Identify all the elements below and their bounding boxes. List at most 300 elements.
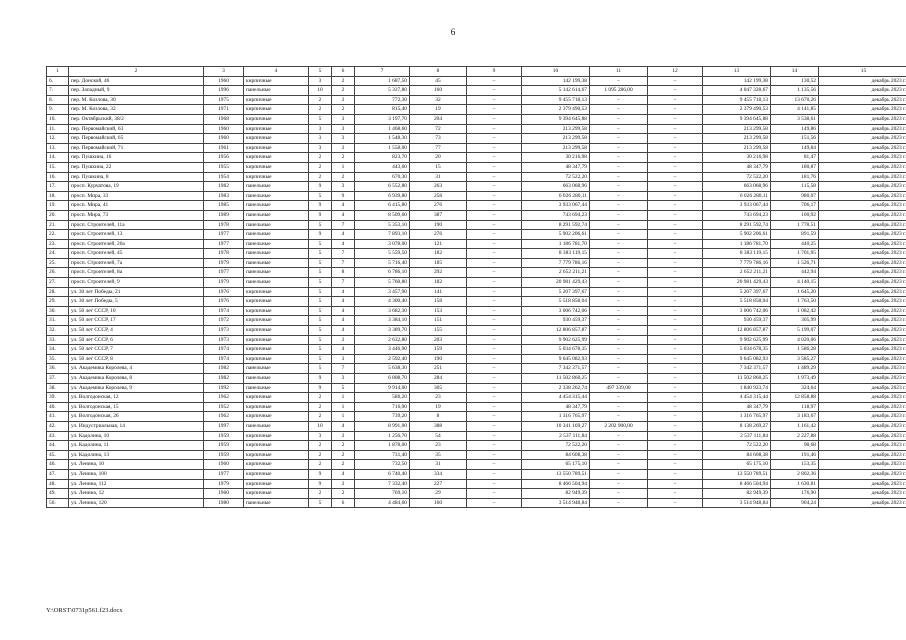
cell-address: пер. Пушкина, 16 <box>69 153 204 163</box>
cell-cost-per-unit: 1 763,50 <box>771 297 819 307</box>
cell-wall-material: кирпичные <box>244 316 309 326</box>
cell-col-9: – <box>467 345 522 355</box>
cell-wall-material: панельные <box>244 182 309 192</box>
cell-cost-col-12: – <box>648 220 703 230</box>
cell-cost-col-11: – <box>590 431 648 441</box>
cell-cost-per-unit: 118,97 <box>771 402 819 412</box>
cell-area: 443,60 <box>355 162 410 172</box>
data-table <box>46 66 906 508</box>
cell-cost-col-12: – <box>648 143 703 153</box>
cell-year: 1960 <box>204 76 244 86</box>
cell-col-9: – <box>467 335 522 345</box>
cell-wall-material: панельные <box>244 421 309 431</box>
cell-cost-total: 2 379 490,53 <box>522 105 590 115</box>
cell-cost-col-13: 213 299,58 <box>703 143 771 153</box>
table-row <box>47 431 906 441</box>
cell-entrances: 4 <box>332 201 355 211</box>
cell-year: 1978 <box>204 249 244 259</box>
cell-row-number: 17. <box>47 182 69 192</box>
cell-col-9: – <box>467 249 522 259</box>
cell-cost-col-13: 9 645 082,93 <box>703 354 771 364</box>
cell-address: ул. Академика Королева, 9 <box>69 383 204 393</box>
cell-area: 3 457,90 <box>355 287 410 297</box>
cell-cost-col-13: 12 806 857,87 <box>703 326 771 336</box>
cell-residents: 23 <box>410 441 467 451</box>
cell-cost-per-unit: 12 858,88 <box>771 393 819 403</box>
cell-cost-col-11: 1 095 286,00 <box>590 86 648 96</box>
cell-address: просп. Курчатова, 19 <box>69 182 204 192</box>
cell-col-9: – <box>467 258 522 268</box>
cell-cost-col-13: 72 522,20 <box>703 441 771 451</box>
cell-residents: 151 <box>410 316 467 326</box>
cell-cost-per-unit: 1 586,28 <box>771 345 819 355</box>
cell-floors: 3 <box>309 76 332 86</box>
cell-residents: 190 <box>410 354 467 364</box>
cell-wall-material: кирпичные <box>244 287 309 297</box>
cell-cost-total: 213 299,58 <box>522 124 590 134</box>
cell-cost-col-11: 11 <box>590 67 648 77</box>
cell-floors: 2 <box>309 95 332 105</box>
cell-cost-total: 9 902 625,99 <box>522 335 590 345</box>
cell-address: просп. Строителей, 11а <box>69 220 204 230</box>
cell-area: 1 256,70 <box>355 431 410 441</box>
cell-deadline: декабрь 2023 г. <box>819 287 906 297</box>
cell-cost-col-11: – <box>590 191 648 201</box>
cell-year: 1960 <box>204 489 244 499</box>
table-row <box>47 191 906 201</box>
cell-floors: 5 <box>309 287 332 297</box>
cell-entrances: 1 <box>332 412 355 422</box>
cell-residents: 32 <box>410 95 467 105</box>
cell-row-number: 36. <box>47 364 69 374</box>
cell-col-9: – <box>467 124 522 134</box>
cell-col-9: – <box>467 153 522 163</box>
cell-floors: 9 <box>309 230 332 240</box>
table-row <box>47 460 906 470</box>
cell-floors: 5 <box>309 297 332 307</box>
cell-year: 1960 <box>204 124 244 134</box>
cell-year: 1959 <box>204 450 244 460</box>
cell-cost-col-12: – <box>648 345 703 355</box>
cell-residents: 387 <box>410 210 467 220</box>
cell-floors: 9 <box>309 201 332 211</box>
cell-area: 9 914,00 <box>355 383 410 393</box>
cell-wall-material: кирпичные <box>244 124 309 134</box>
table-row <box>47 239 906 249</box>
cell-cost-col-12: – <box>648 182 703 192</box>
cell-residents: 258 <box>410 191 467 201</box>
cell-cost-col-12: – <box>648 479 703 489</box>
cell-cost-col-12: – <box>648 402 703 412</box>
cell-area: 1 468,60 <box>355 124 410 134</box>
cell-cost-col-13: 48 347,79 <box>703 402 771 412</box>
cell-cost-col-11: – <box>590 316 648 326</box>
cell-cost-col-13: 48 347,79 <box>703 162 771 172</box>
cell-entrances: 9 <box>332 191 355 201</box>
cell-row-number: 48. <box>47 479 69 489</box>
cell-year: 1977 <box>204 268 244 278</box>
cell-wall-material: кирпичные <box>244 114 309 124</box>
cell-entrances: 2 <box>332 76 355 86</box>
cell-cost-per-unit: 115,58 <box>771 182 819 192</box>
cell-cost-col-11: – <box>590 354 648 364</box>
cell-cost-col-13: 9 455 718,13 <box>703 95 771 105</box>
cell-entrances: 3 <box>332 354 355 364</box>
cell-cost-col-11: – <box>590 335 648 345</box>
cell-row-number: 49. <box>47 489 69 499</box>
cell-row-number: 29. <box>47 297 69 307</box>
cell-wall-material: панельные <box>244 239 309 249</box>
cell-col-9: – <box>467 201 522 211</box>
cell-year: 1978 <box>204 220 244 230</box>
cell-col-9: – <box>467 105 522 115</box>
cell-floors: 2 <box>309 412 332 422</box>
cell-cost-total: 11 502 860,25 <box>522 374 590 384</box>
cell-year: 1982 <box>204 182 244 192</box>
cell-col-9: – <box>467 143 522 153</box>
cell-residents: 29 <box>410 489 467 499</box>
table-row <box>47 345 906 355</box>
cell-wall-material: панельные <box>244 86 309 96</box>
cell-deadline: декабрь 2023 г. <box>819 201 906 211</box>
cell-entrances: 4 <box>332 306 355 316</box>
cell-entrances: 4 <box>332 316 355 326</box>
cell-col-9: – <box>467 76 522 86</box>
cell-cost-total: 2 537 111,84 <box>522 431 590 441</box>
cell-row-number: 21. <box>47 220 69 230</box>
cell-cost-col-12: – <box>648 95 703 105</box>
cell-cost-col-12: – <box>648 460 703 470</box>
cell-year: 1974 <box>204 354 244 364</box>
cell-wall-material: панельные <box>244 374 309 384</box>
cell-floors: 2 <box>309 441 332 451</box>
cell-deadline: декабрь 2023 г. <box>819 143 906 153</box>
cell-cost-per-unit: 2 802,36 <box>771 469 819 479</box>
cell-col-9: – <box>467 402 522 412</box>
cell-area: 6 740,40 <box>355 469 410 479</box>
cell-deadline: декабрь 2023 г. <box>819 335 906 345</box>
cell-wall-material: панельные <box>244 364 309 374</box>
cell-entrances: 1 <box>332 393 355 403</box>
cell-cost-col-12: – <box>648 114 703 124</box>
cell-year: 1955 <box>204 162 244 172</box>
cell-residents: 19 <box>410 402 467 412</box>
cell-year: 1996 <box>204 86 244 96</box>
cell-cost-total: 9 394 645,88 <box>522 114 590 124</box>
cell-address: просп. Мира, 41 <box>69 201 204 211</box>
table-row <box>47 287 906 297</box>
cell-cost-col-11: – <box>590 258 648 268</box>
cell-residents: 45 <box>410 76 467 86</box>
cell-row-number: 32. <box>47 326 69 336</box>
cell-deadline: декабрь 2023 г. <box>819 306 906 316</box>
cell-floors: 2 <box>309 162 332 172</box>
cell-entrances: 7 <box>332 220 355 230</box>
cell-deadline: декабрь 2023 г. <box>819 239 906 249</box>
cell-year: 1977 <box>204 239 244 249</box>
cell-col-9: – <box>467 498 522 508</box>
cell-col-9: – <box>467 306 522 316</box>
cell-row-number: 18. <box>47 191 69 201</box>
cell-cost-per-unit: 4 020,06 <box>771 335 819 345</box>
table-row <box>47 364 906 374</box>
cell-row-number: 39. <box>47 393 69 403</box>
cell-cost-col-11: – <box>590 268 648 278</box>
cell-deadline: декабрь 2023 г. <box>819 76 906 86</box>
cell-cost-col-11: – <box>590 489 648 499</box>
table-row <box>47 402 906 412</box>
cell-entrances: 6 <box>332 498 355 508</box>
cell-year: 1982 <box>204 364 244 374</box>
cell-wall-material: кирпичные <box>244 143 309 153</box>
cell-floors: 5 <box>309 335 332 345</box>
cell-cost-per-unit: 1 489,29 <box>771 364 819 374</box>
cell-cost-col-12: – <box>648 335 703 345</box>
cell-area: 8 991,00 <box>355 421 410 431</box>
cell-deadline: декабрь 2023 г. <box>819 412 906 422</box>
table-row <box>47 383 906 393</box>
cell-cost-per-unit: 153,35 <box>771 460 819 470</box>
cell-cost-col-11: – <box>590 76 648 86</box>
cell-cost-per-unit: 5 199,07 <box>771 326 819 336</box>
cell-cost-per-unit: 305,99 <box>771 316 819 326</box>
cell-entrances: 4 <box>332 297 355 307</box>
table-row <box>47 306 906 316</box>
cell-entrances: 2 <box>332 172 355 182</box>
cell-area: 716,90 <box>355 402 410 412</box>
cell-cost-col-12: – <box>648 172 703 182</box>
table-row <box>47 412 906 422</box>
table-row <box>47 124 906 134</box>
cell-entrances: 4 <box>332 287 355 297</box>
cell-cost-col-13: 84 608,38 <box>703 450 771 460</box>
cell-cost-col-13: 2 537 111,84 <box>703 431 771 441</box>
cell-cost-col-11: – <box>590 306 648 316</box>
cell-cost-col-11: – <box>590 402 648 412</box>
cell-year: 1973 <box>204 335 244 345</box>
cell-floors: 10 <box>309 421 332 431</box>
cell-address: пер. Первомайский, 71 <box>69 143 204 153</box>
cell-cost-per-unit: 13 670,26 <box>771 95 819 105</box>
cell-cost-col-12: – <box>648 498 703 508</box>
cell-row-number: 15. <box>47 162 69 172</box>
cell-cost-total: 30 216,98 <box>522 153 590 163</box>
cell-year: 1962 <box>204 393 244 403</box>
cell-cost-per-unit: 1 526,71 <box>771 258 819 268</box>
cell-wall-material: кирпичные <box>244 460 309 470</box>
cell-cost-col-11: – <box>590 124 648 134</box>
cell-address: ул. Кадолина, 11 <box>69 441 204 451</box>
cell-col-9: – <box>467 239 522 249</box>
cell-entrances: 4 <box>332 210 355 220</box>
cell-cost-total: 3 006 742,06 <box>522 306 590 316</box>
cell-floors: 5 <box>309 191 332 201</box>
cell-cost-col-13: 7 779 786,16 <box>703 258 771 268</box>
cell-address: просп. Строителей, 20а <box>69 239 204 249</box>
cell-floors: 9 <box>309 182 332 192</box>
cell-area: 3 682,30 <box>355 306 410 316</box>
cell-address: ул. Индустриальная, 14 <box>69 421 204 431</box>
cell-floors: 2 <box>309 153 332 163</box>
cell-residents: 73 <box>410 134 467 144</box>
cell-cost-col-12: – <box>648 421 703 431</box>
cell-address: ул. 30 лет Победы, 21 <box>69 287 204 297</box>
cell-deadline: декабрь 2023 г. <box>819 220 906 230</box>
cell-area: 3 446,90 <box>355 345 410 355</box>
table-row <box>47 450 906 460</box>
cell-cost-total: 48 347,79 <box>522 402 590 412</box>
cell-floors: 5 <box>309 258 332 268</box>
cell-cost-total: 65 175,10 <box>522 460 590 470</box>
cell-col-9: – <box>467 278 522 288</box>
cell-area: 5 559,50 <box>355 249 410 259</box>
cell-residents: 54 <box>410 431 467 441</box>
cell-deadline: декабрь 2023 г. <box>819 105 906 115</box>
cell-cost-col-13: 4 047 328,67 <box>703 86 771 96</box>
cell-entrances: 1 <box>332 402 355 412</box>
cell-floors: 2 <box>309 460 332 470</box>
cell-col-9: – <box>467 431 522 441</box>
cell-cost-col-11: – <box>590 105 648 115</box>
cell-cost-col-12: – <box>648 239 703 249</box>
cell-cost-col-12: – <box>648 268 703 278</box>
cell-residents: 35 <box>410 450 467 460</box>
cell-col-9: – <box>467 412 522 422</box>
cell-floors: 2 <box>309 450 332 460</box>
cell-deadline: декабрь 2023 г. <box>819 431 906 441</box>
cell-cost-col-13: 2 379 490,53 <box>703 105 771 115</box>
cell-col-9: – <box>467 393 522 403</box>
cell-address: ул. Волгодонская, 15 <box>69 402 204 412</box>
cell-col-9: – <box>467 316 522 326</box>
cell-floors: 5 <box>309 354 332 364</box>
cell-cost-col-11: – <box>590 230 648 240</box>
cell-wall-material: панельные <box>244 230 309 240</box>
cell-year: 1982 <box>204 374 244 384</box>
cell-cost-total: 6 026 280,11 <box>522 191 590 201</box>
cell-wall-material: панельные <box>244 191 309 201</box>
cell-wall-material: панельные <box>244 278 309 288</box>
cell-wall-material: панельные <box>244 220 309 230</box>
cell-row-number: 44. <box>47 441 69 451</box>
cell-area: 772,30 <box>355 95 410 105</box>
cell-cost-col-12: – <box>648 374 703 384</box>
cell-cost-total: 5 142 614,67 <box>522 86 590 96</box>
cell-row-number: 43. <box>47 431 69 441</box>
cell-residents: 121 <box>410 239 467 249</box>
cell-residents: 31 <box>410 460 467 470</box>
cell-residents: 153 <box>410 306 467 316</box>
cell-floors: 3 <box>309 431 332 441</box>
cell-col-9: – <box>467 182 522 192</box>
cell-year: 1954 <box>204 172 244 182</box>
cell-entrances: 2 <box>332 489 355 499</box>
cell-cost-col-12: – <box>648 210 703 220</box>
cell-floors: 2 <box>309 105 332 115</box>
cell-floors: 5 <box>309 306 332 316</box>
cell-wall-material: кирпичные <box>244 162 309 172</box>
cell-residents: 190 <box>410 220 467 230</box>
cell-residents: 155 <box>410 326 467 336</box>
cell-cost-total: 5 518 858,04 <box>522 297 590 307</box>
cell-deadline: декабрь 2023 г. <box>819 210 906 220</box>
cell-area: 6 808,70 <box>355 374 410 384</box>
cell-col-9: – <box>467 172 522 182</box>
cell-year: 1992 <box>204 383 244 393</box>
cell-cost-total: 213 299,58 <box>522 134 590 144</box>
cell-deadline: декабрь 2023 г. <box>819 249 906 259</box>
cell-address: пер. М. Козлова, 30 <box>69 95 204 105</box>
cell-cost-total: 82 949,39 <box>522 489 590 499</box>
cell-wall-material: кирпичные <box>244 431 309 441</box>
cell-year: 1962 <box>204 412 244 422</box>
cell-year: 1997 <box>204 421 244 431</box>
cell-area: 6 552,80 <box>355 182 410 192</box>
cell-residents: 227 <box>410 479 467 489</box>
cell-residents: 276 <box>410 230 467 240</box>
cell-cost-col-12: – <box>648 76 703 86</box>
cell-cost-col-11: – <box>590 450 648 460</box>
cell-cost-col-11: – <box>590 287 648 297</box>
cell-col-9: – <box>467 287 522 297</box>
cell-col-9: – <box>467 162 522 172</box>
cell-col-9: – <box>467 86 522 96</box>
cell-cost-total: 1 316 765,97 <box>522 412 590 422</box>
cell-cost-per-unit: 98,68 <box>771 441 819 451</box>
cell-area: 3 384,10 <box>355 316 410 326</box>
cell-residents: 158 <box>410 297 467 307</box>
cell-col-9: – <box>467 114 522 124</box>
cell-row-number: 25. <box>47 258 69 268</box>
cell-year: 1985 <box>204 201 244 211</box>
cell-row-number: 23. <box>47 239 69 249</box>
cell-cost-total: 12 806 857,87 <box>522 326 590 336</box>
cell-deadline: декабрь 2023 г. <box>819 374 906 384</box>
cell-wall-material: кирпичные <box>244 469 309 479</box>
cell-cost-col-11: 497 339,00 <box>590 383 648 393</box>
cell-area: 731,40 <box>355 450 410 460</box>
cell-deadline: декабрь 2023 г. <box>819 278 906 288</box>
cell-address: ул. Ленина, 112 <box>69 479 204 489</box>
cell-floors: 2 <box>309 393 332 403</box>
cell-row-number: 9. <box>47 105 69 115</box>
cell-deadline: декабрь 2023 г. <box>819 230 906 240</box>
cell-col-9: – <box>467 469 522 479</box>
cell-entrances: 7 <box>332 249 355 259</box>
cell-residents: 31 <box>410 172 467 182</box>
cell-address: пер. Западный, 9 <box>69 86 204 96</box>
cell-deadline: декабрь 2023 г. <box>819 479 906 489</box>
cell-area: 580,20 <box>355 393 410 403</box>
cell-residents: 204 <box>410 114 467 124</box>
cell-cost-col-12: – <box>648 105 703 115</box>
cell-col-9: – <box>467 479 522 489</box>
cell-cost-total: 930 459,37 <box>522 316 590 326</box>
cell-row-number: 24. <box>47 249 69 259</box>
cell-row-number: 8. <box>47 95 69 105</box>
cell-deadline: декабрь 2023 г. <box>819 393 906 403</box>
cell-wall-material: кирпичные <box>244 153 309 163</box>
cell-row-number: 34. <box>47 345 69 355</box>
cell-cost-col-13: 13 550 789,51 <box>703 469 771 479</box>
cell-row-number: 40. <box>47 402 69 412</box>
cell-floors: 9 <box>309 210 332 220</box>
cell-row-number: 30. <box>47 306 69 316</box>
cell-cost-per-unit: 706,17 <box>771 201 819 211</box>
cell-cost-col-11: – <box>590 469 648 479</box>
cell-entrances: 2 <box>332 153 355 163</box>
cell-address: пер. Первомайский, 65 <box>69 134 204 144</box>
